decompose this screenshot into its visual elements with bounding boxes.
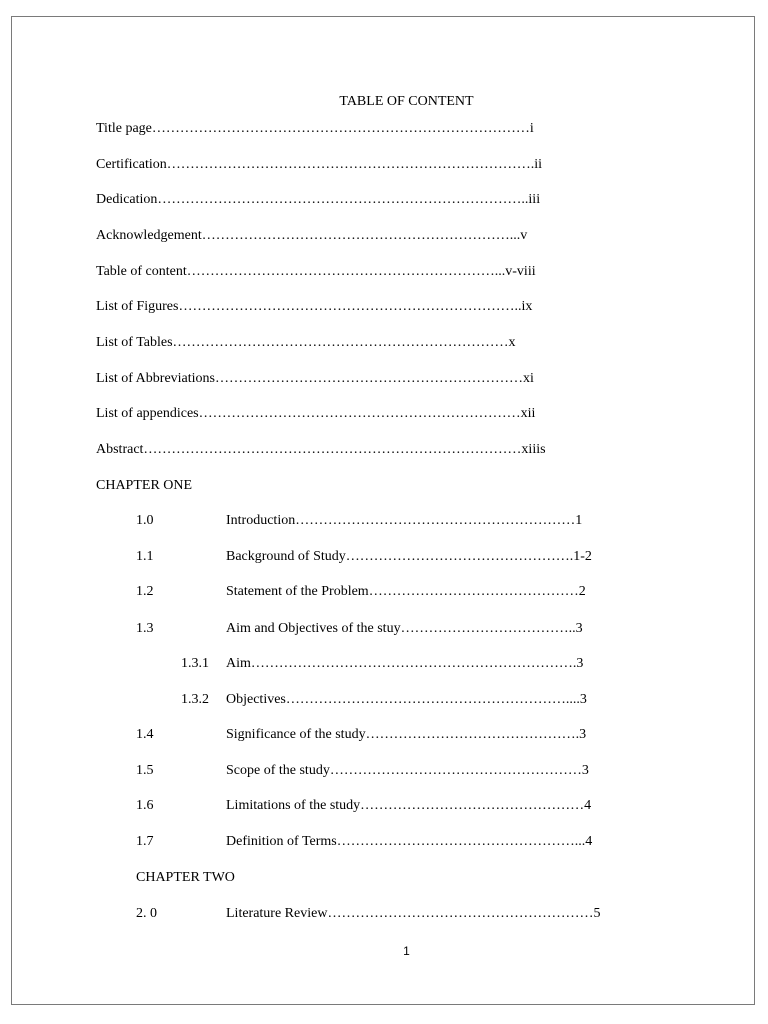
toc-entry-certification: Certification…………………………………………………………………….ii bbox=[96, 157, 543, 172]
toc-entry-list-of-figures: List of Figures………………………………………………………………..ix bbox=[96, 299, 533, 314]
page-number: 1 bbox=[403, 944, 410, 958]
page-title: TABLE OF CONTENT bbox=[339, 94, 474, 109]
chapter-one-heading: CHAPTER ONE bbox=[96, 478, 193, 493]
section-entry: Literature Review…………………………………………………5 bbox=[226, 906, 601, 921]
section-number: 2. 0 bbox=[136, 906, 157, 921]
section-entry: Statement of the Problem………………………………………2 bbox=[226, 584, 586, 599]
section-entry: Limitations of the study…………………………………………4 bbox=[226, 798, 592, 813]
toc-entry-dedication: Dedication……………………………………………………………………..iii bbox=[96, 192, 541, 207]
section-entry: Aim and Objectives of the stuy………………………………..3 bbox=[226, 621, 583, 636]
toc-entry-title-page: Title page………………………………………………………………………i bbox=[96, 121, 534, 136]
subsection-entry: Aim…………………………………………………………….3 bbox=[226, 656, 584, 671]
subsection-number: 1.3.2 bbox=[181, 692, 209, 707]
section-entry: Definition of Terms……………………………………………...4 bbox=[226, 834, 593, 849]
section-entry: Introduction……………………………………………………1 bbox=[226, 513, 583, 528]
toc-entry-list-of-abbreviations: List of Abbreviations…………………………………………………………xi bbox=[96, 371, 534, 386]
toc-entry-abstract: Abstract………………………………………………………………………xiiis bbox=[96, 442, 546, 457]
section-entry: Scope of the study………………………………………………3 bbox=[226, 763, 589, 778]
toc-entry-acknowledgement: Acknowledgement…………………………………………………………...v bbox=[96, 228, 528, 243]
section-number: 1.7 bbox=[136, 834, 154, 849]
toc-entry-table-of-content: Table of content…………………………………………………………...v-viii bbox=[96, 264, 536, 279]
section-entry: Significance of the study……………………………………….3 bbox=[226, 727, 587, 742]
section-number: 1.0 bbox=[136, 513, 154, 528]
section-number: 1.2 bbox=[136, 584, 154, 599]
section-number: 1.3 bbox=[136, 621, 154, 636]
subsection-number: 1.3.1 bbox=[181, 656, 209, 671]
toc-entry-list-of-appendices: List of appendices……………………………………………………………xii bbox=[96, 406, 536, 421]
chapter-two-heading: CHAPTER TWO bbox=[136, 870, 235, 885]
section-number: 1.5 bbox=[136, 763, 154, 778]
toc-entry-list-of-tables: List of Tables………………………………………………………………x bbox=[96, 335, 516, 350]
subsection-entry: Objectives……………………………………………………....3 bbox=[226, 692, 587, 707]
section-number: 1.6 bbox=[136, 798, 154, 813]
section-entry: Background of Study………………………………………….1-2 bbox=[226, 549, 592, 564]
section-number: 1.4 bbox=[136, 727, 154, 742]
section-number: 1.1 bbox=[136, 549, 154, 564]
